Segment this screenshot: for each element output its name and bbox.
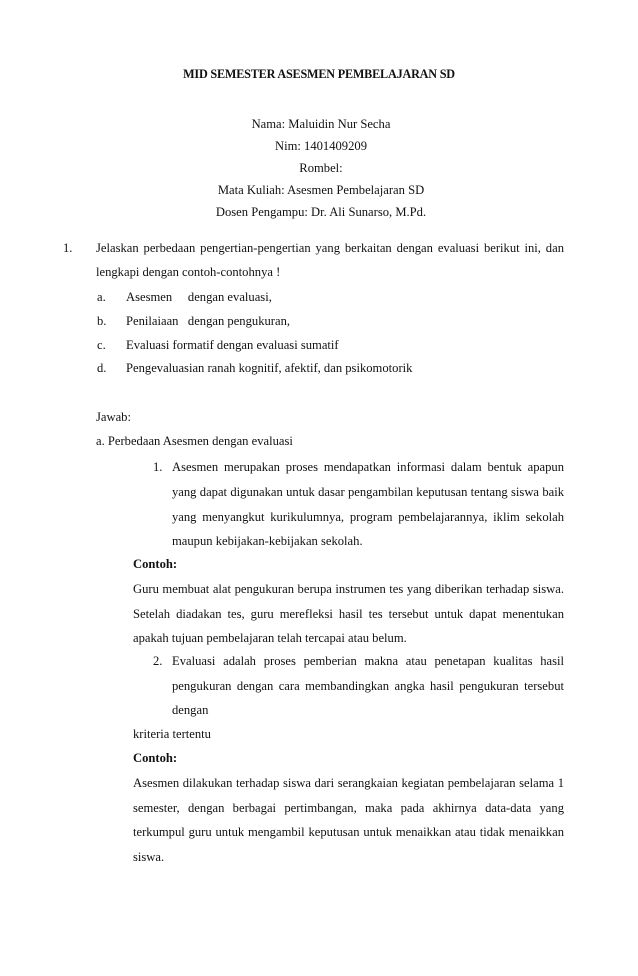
- question-item-text: Penilaiaan dengan pengukuran,: [126, 314, 291, 328]
- answer-text-line: Asesmen merupakan proses mendapatkan informasi dalam bentuk apapun: [172, 460, 564, 474]
- answer-point-number: 2.: [153, 654, 163, 668]
- question-item-text: Asesmen dengan evaluasi,: [126, 290, 272, 304]
- example-text-line: semester, dengan berbagai pertimbangan, maka pada akhirnya data-data yang: [133, 801, 564, 815]
- lecturer-name: Dosen Pengampu: Dr. Ali Sunarso, M.Pd.: [215, 205, 427, 219]
- student-rombel: Rombel:: [299, 161, 343, 175]
- answer-text-line: dengan: [172, 703, 209, 717]
- question-item-letter: a.: [97, 290, 106, 304]
- example-text-line: siswa.: [133, 850, 165, 864]
- question-text-line: lengkapi dengan contoh-contohnya !: [96, 265, 281, 279]
- answer-text-line: yang dapat digunakan untuk dasar pengambilan keputusan tentang siswa baik: [172, 485, 564, 499]
- example-text-line: apakah tujuan pembelajaran telah tercapai atau belum.: [133, 631, 407, 645]
- answer-text-line: maupun kebijakan-kebijakan sekolah.: [172, 534, 363, 548]
- question-item-letter: d.: [97, 361, 107, 375]
- question-number: 1.: [63, 241, 73, 255]
- example-label: Contoh:: [133, 751, 178, 765]
- document-title: MID SEMESTER ASESMEN PEMBELAJARAN SD: [183, 67, 455, 81]
- question-item-text: Pengevaluasian ranah kognitif, afektif, dan psikomotorik: [126, 361, 413, 375]
- course-name: Mata Kuliah: Asesmen Pembelajaran SD: [217, 183, 425, 197]
- student-nim: Nim: 1401409209: [274, 139, 367, 153]
- question-item-letter: b.: [97, 314, 107, 328]
- answer-text-line: yang menyangkut kurikulumnya, program pembelajarannya, iklim sekolah: [172, 510, 564, 524]
- question-item-text: Evaluasi formatif dengan evaluasi sumatif: [126, 338, 339, 352]
- example-text-line: terkumpul guru untuk mengambil keputusan untuk menaikkan atau tidak menaikkan: [133, 825, 564, 839]
- answer-point-number: 1.: [153, 460, 163, 474]
- answer-text-line: kriteria tertentu: [133, 727, 211, 741]
- example-label: Contoh:: [133, 557, 178, 571]
- answer-section-heading: a. Perbedaan Asesmen dengan evaluasi: [96, 434, 293, 448]
- example-text-line: Guru membuat alat pengukuran berupa instrumen tes yang diberikan terhadap siswa.: [133, 582, 564, 596]
- example-text-line: Setelah diadakan tes, guru merefleksi hasil tes tersebut untuk dapat menentukan: [133, 607, 564, 621]
- example-text-line: Asesmen dilakukan terhadap siswa dari serangkaian kegiatan pembelajaran selama 1: [133, 776, 564, 790]
- answer-label: Jawab:: [96, 410, 131, 424]
- answer-text-line: pengukuran dengan cara membandingkan angka hasil pengukuran tersebut: [172, 679, 564, 693]
- question-text-line: Jelaskan perbedaan pengertian-pengertian yang berkaitan dengan evaluasi berikut ini, dan: [96, 241, 564, 255]
- question-item-letter: c.: [97, 338, 106, 352]
- answer-text-line: Evaluasi adalah proses pemberian makna atau penetapan kualitas hasil: [172, 654, 564, 668]
- student-name: Nama: Maluidin Nur Secha: [251, 117, 391, 131]
